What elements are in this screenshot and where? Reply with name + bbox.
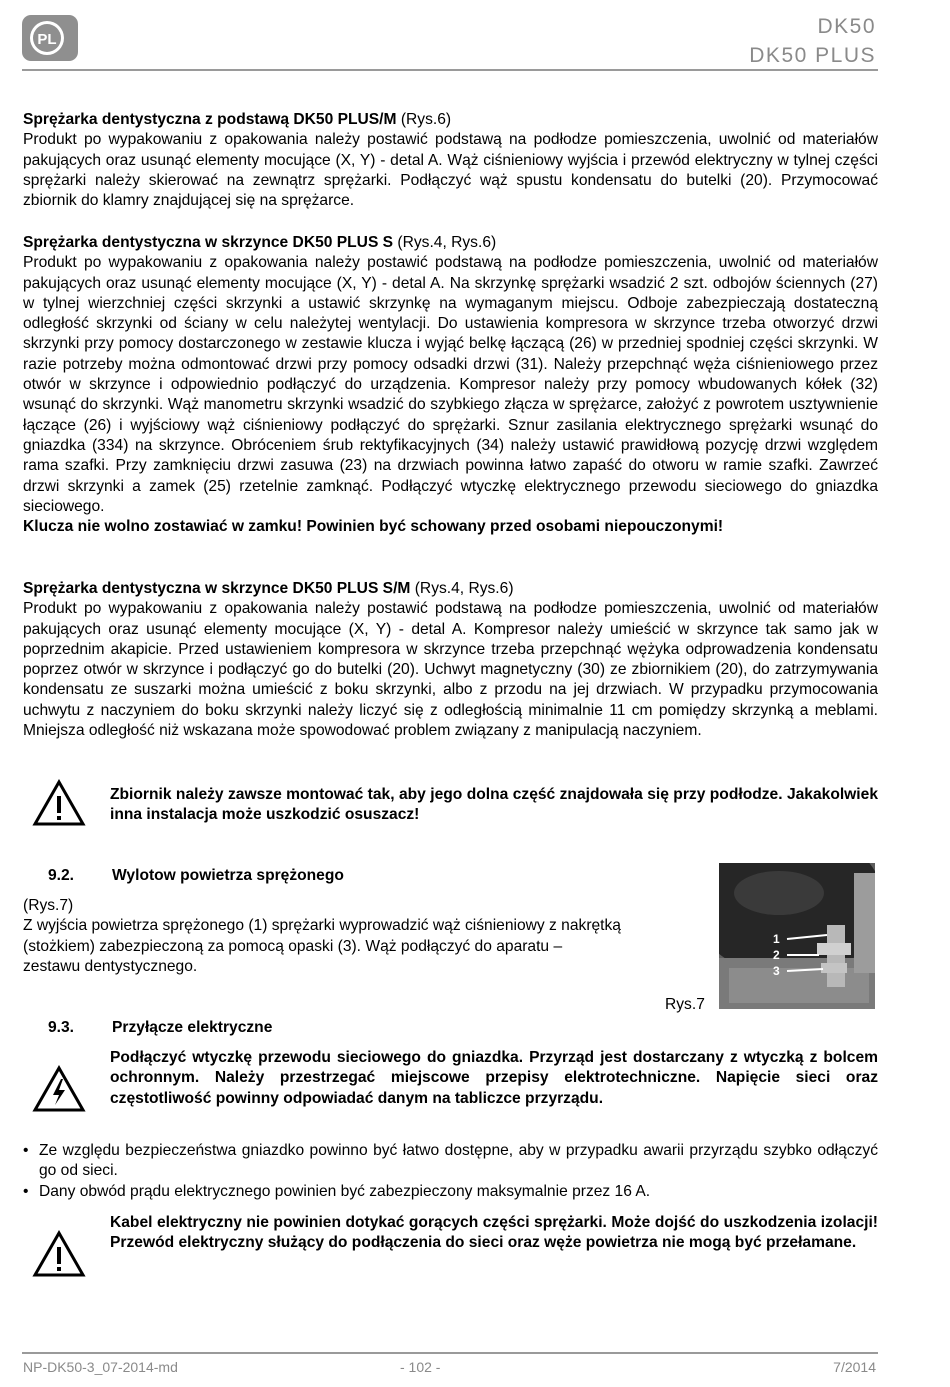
section-heading-line <box>23 110 878 130</box>
section-ref: (Rys.7) <box>23 897 74 914</box>
figure-label-3: 3 <box>773 964 780 978</box>
section-heading: Sprężarka dentystyczna z podstawą DK50 PLUS/M <box>23 111 397 128</box>
pl-logo <box>20 13 80 63</box>
bullet-icon: • <box>23 1142 29 1159</box>
section-heading-line <box>23 579 878 599</box>
header-divider <box>22 69 878 71</box>
section-body: Z wyjścia powietrza sprężonego (1) sprężarki wyprowadzić wąż ciśnieniowy z nakrętką (stożkiem) zabezpieczoną za pomocą opaski (3). Wąż podłączyć do aparatu – zestawu dentystycznego. <box>23 917 621 975</box>
section-body: Produkt po wypakowaniu z opakowania należy postawić podstawą na podłodze pomieszczenia, uwolnić od materiałów pakujących oraz usunąć elementy mocujące (X, Y) - detal A. Na skrzynkę sprężarki wsadzić 2 szt. odbojów ściennych (27) w tylnej wierzchniej części skrzynki a ustawić skrzynkę na wymaganym miejscu. Odboje zabezpieczają dostateczną odległość skrzynki od ściany w celu należytej wentylacji. Do ustawienia kompresora w skrzynce trzeba otworzyć drzwi skrzynki przy pomocy dostarczonego w zestawie klucza i wyjąć belkę łączącą (26) w przedniej spodniej części skrzynki. W razie potrzeby można odmontować drzwi przy pomocy odsadki drzwi (31). Należy przepchnąć węża ciśnieniowego przez otwór w skrzynce i odpowiednio podłączyć do urządzenia. Kompresor należy przy pomocy wbudowanych kółek (32) wsunąć do skrzynki. Wąż manometru skrzynki wsadzić do szybkiego złącza w sprężarce, założyć z powrotem usztywnienie łączące (26) i wyjściowy wąż ciśnieniowy podłączyć do sprężarki. Sznur zasilania elektrycznego sprężarki wsunąć do gniazdka (334) na skrzynce. Obróceniem śrub rektyfikacyjnych (34) należy ustawić prawidłową pozycję drzwi względem rama szafki. Przy zamknięciu drzwi zasuwa (23) na drzwiach powinna łatwo zapaść do otworu w ramie szafki. Zawrzeć drzwi skrzynki a zamek (25) rzetelnie zamknąć. Podłączyć wtyczkę elektrycznego przewodu sieciowego do gniazdka sieciowego. <box>23 254 878 515</box>
section-ref: (Rys.4, Rys.6) <box>410 580 514 597</box>
section-dk50-plus-s <box>23 233 878 537</box>
footer-divider <box>22 1352 878 1354</box>
list-item <box>23 1141 878 1182</box>
section-title: Przyłącze elektryczne <box>112 1019 273 1036</box>
figure-caption: Rys.7 <box>665 996 705 1013</box>
footer-doc-code: NP-DK50-3_07-2014-md <box>23 1359 178 1375</box>
figure-label-1: 1 <box>773 932 780 946</box>
section-title: Wylotow powietrza sprężonego <box>112 867 344 884</box>
electric-warning-icon <box>32 1065 86 1113</box>
section-dk50-plus-m <box>23 110 878 211</box>
section-body: Produkt po wypakowaniu z opakowania należy postawić podstawą na podłodze pomieszczenia, uwolnić od materiałów pakujących oraz usunąć elementy mocujące (X, Y) - detal A. Kompresor należy umieścić w skrzynce tak samo jak w poprzednim akapicie. Przed ustawieniem kompresora w skrzynce trzeba przepchnąć wężyka odprowadzenia kondensatu poprzez otwór w skrzynce i podłączyć go do butelki (20). Uchwyt magnetyczny (30) ze zbiornikiem (20), do zatrzymywania kondensatu ze suszarki można umieścić z boku skrzynki, albo z przodu na jej drzwiach. W przypadku przymocowania uchwytu z naczyniem do boku skrzynki należy liczyć się z odległością minimalnie 11 cm pomiędzy skrzynką a meblami. Mniejsza odległość niż wskazana może spowodować problem związany z manipulacją naczyniem. <box>23 600 878 740</box>
list-item-text: Ze względu bezpieczeństwa gniazdko powinno być łatwo dostępne, aby w przypadku awarii przyrządu szybko odłączyć go od sieci. <box>39 1142 878 1180</box>
section-number: 9.2. <box>48 867 75 884</box>
section-number: 9.3. <box>48 1019 75 1036</box>
section-heading: Sprężarka dentystyczna w skrzynce DK50 PLUS S <box>23 234 394 251</box>
warning-triangle-icon <box>32 1230 86 1278</box>
warning-triangle-icon <box>32 779 86 827</box>
figure-label-2: 2 <box>773 948 780 962</box>
footer-page-number: - 102 - <box>400 1359 441 1375</box>
header-title-line1: DK50 <box>817 15 876 38</box>
electric-warning-text: Podłączyć wtyczkę przewodu sieciowego do gniazdka. Przyrząd jest dostarczany z wtyczką z bolcem ochronnym. Należy przestrzegać miejscowe przepisy elektrotechniczne. Napięcie sieci oraz częstotliwość powinny odpowiadać danym na tabliczce przyrządu. <box>110 1049 878 1107</box>
warning-text: Kabel elektryczny nie powinien dotykać gorących części sprężarki. Może dojść do uszkodzenia izolacji! Przewód elektryczny służący do podłączenia do sieci oraz węże powietrza nie mogą być przełamane. <box>110 1214 878 1252</box>
section-ref: (Rys.6) <box>396 111 452 128</box>
bullet-icon: • <box>23 1182 29 1200</box>
compressor-outlet-photo <box>719 863 875 1009</box>
header-title-line2: DK50 PLUS <box>749 44 876 67</box>
section-ref: (Rys.4, Rys.6) <box>393 234 497 251</box>
footer-date: 7/2014 <box>833 1359 876 1375</box>
section-dk50-plus-sm <box>23 579 878 741</box>
list-item-text: Dany obwód prądu elektrycznego powinien być zabezpieczony maksymalnie przez 16 A. <box>39 1182 651 1200</box>
section-outlet <box>23 896 623 977</box>
section-heading: Sprężarka dentystyczna w skrzynce DK50 PLUS S/M <box>23 580 411 597</box>
list-item <box>23 1182 878 1202</box>
warning-text: Zbiornik należy zawsze montować tak, aby jego dolna część znajdowała się przy podłodze. Jakakolwiek inna instalacja może uszkodzić osuszacz! <box>110 786 878 824</box>
safety-list <box>23 1141 878 1202</box>
header-title <box>749 12 876 70</box>
section-body: Produkt po wypakowaniu z opakowania należy postawić podstawą na podłodze pomieszczenia, uwolnić od materiałów pakujących oraz usunąć elementy mocujące (X, Y) - detal A. Wąż ciśnieniowy wyjścia i przewód elektryczny w tylnej części sprężarki należy skierować na zewnątrz sprężarki. Podłączyć wąż spustu kondensatu do butelki (20). Przymocować zbiornik do klamry znajdującej się na sprężarce. <box>23 131 878 210</box>
section-heading-line <box>23 233 878 253</box>
key-warning: Klucza nie wolno zostawiać w zamku! Powinien być schowany przed osobami niepouczonymi! <box>23 518 724 536</box>
logo-text: PL <box>37 31 57 48</box>
